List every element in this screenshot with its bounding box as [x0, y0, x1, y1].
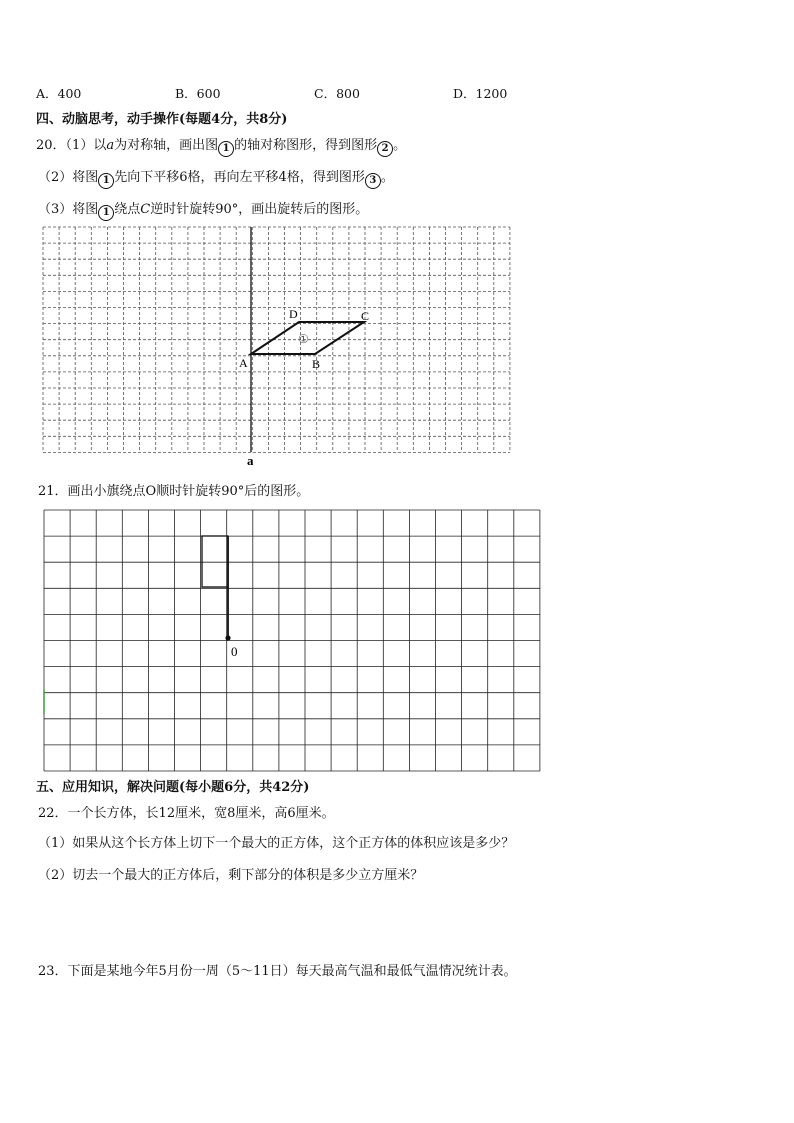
q20-line3-pre: （3）将图	[38, 202, 99, 217]
q20-point-c: C	[140, 202, 151, 217]
circled-three: 3	[365, 173, 381, 189]
label-d: D	[289, 307, 298, 321]
circled-one: 1	[98, 205, 114, 221]
section-4-heading: 四、动脑思考，动手操作(每题4分，共8分)	[36, 112, 288, 127]
q20-line1-mid2: 的轴对称图形，得到图形	[234, 138, 378, 153]
label-a: A	[239, 356, 248, 370]
label-c: C	[361, 309, 370, 323]
flag-rectangle	[202, 536, 228, 587]
axis-label-a: a	[247, 453, 254, 468]
q20-line2-mid: 先向下平移6格，再向左平移4格，得到图形	[114, 170, 365, 185]
circled-one: 1	[218, 141, 234, 157]
q20-line3-mid: 绕点	[114, 202, 141, 217]
q20-line1-pre: 20．（1）以	[36, 138, 107, 153]
choice-c: C．800	[314, 86, 360, 101]
q20-line1-mid: 为对称轴，画出图	[114, 138, 219, 153]
q22-part1: （1）如果从这个长方体上切下一个最大的正方体，这个正方体的体积应该是多少？	[38, 836, 515, 851]
label-shape-one: ①	[298, 332, 309, 346]
circled-two: 2	[377, 141, 393, 157]
q21-solid-grid	[44, 510, 540, 771]
section-5-heading: 五、应用知识，解决问题(每小题6分，共42分)	[36, 780, 310, 795]
circled-one: 1	[98, 173, 114, 189]
q20-axis-symbol: a	[106, 138, 115, 153]
q20-line2-pre: （2）将图	[38, 170, 99, 185]
point-o-label: 0	[231, 644, 238, 659]
choice-a: A．400	[36, 86, 82, 101]
q22-text: 22．一个长方体，长12厘米，宽8厘米，高6厘米。	[38, 806, 335, 821]
q22-part2: （2）切去一个最大的正方体后，剩下部分的体积是多少立方厘米？	[38, 868, 424, 883]
q23-text: 23．下面是某地今年5月份一周（5～11日）每天最高气温和最低气温情况统计表。	[38, 964, 517, 979]
choice-b: B．600	[175, 86, 221, 101]
label-b: B	[312, 357, 321, 371]
q20-line3-end: 逆时针旋转90°，画出旋转后的图形。	[150, 202, 369, 217]
point-o	[225, 635, 230, 640]
q20-line2-end: 。	[380, 170, 394, 185]
q21-text: 21．画出小旗绕点O顺时针旋转90°后的图形。	[38, 484, 310, 499]
q20-line1-end: 。	[393, 138, 407, 153]
choice-d: D．1200	[453, 86, 508, 101]
